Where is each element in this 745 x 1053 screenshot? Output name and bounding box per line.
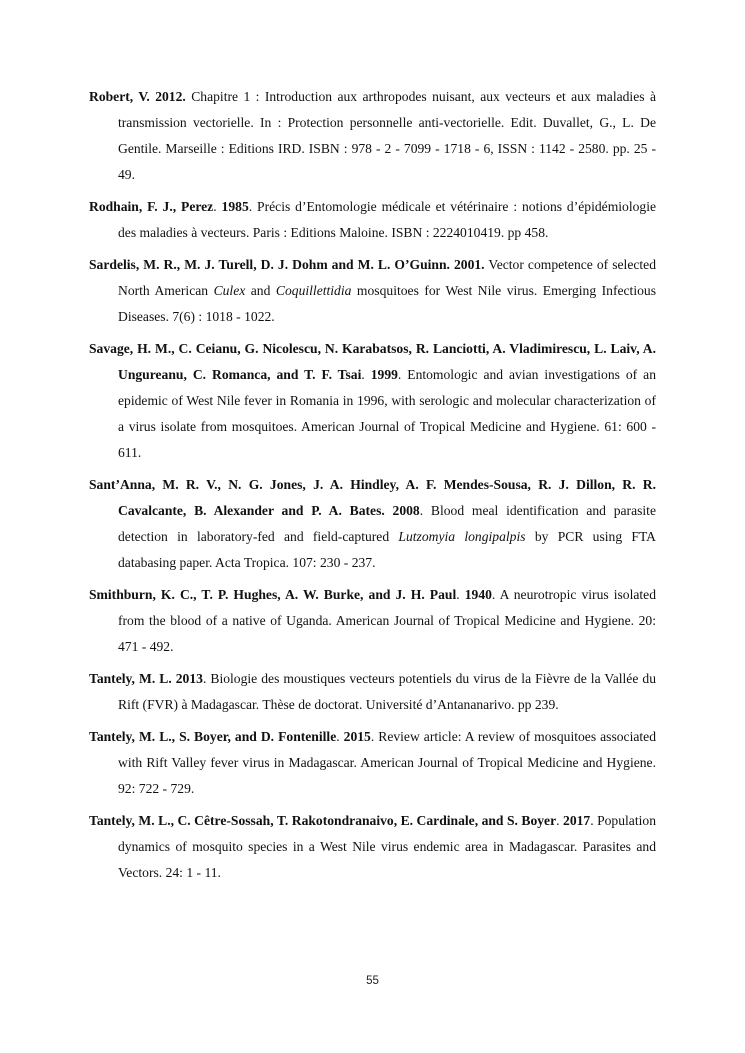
reference-authors: Tantely, M. L. 2013 xyxy=(89,671,203,686)
reference-year: 2015 xyxy=(343,729,371,744)
reference-authors: Sant’Anna, M. R. V., N. G. Jones, J. A. Hindley, A. F. Mendes-Sousa, R. J. Dillon, R. R. Cavalcante, B. Alexander and P. A. Bates. 2008 xyxy=(89,477,656,518)
reference-entry-tantely-2013 xyxy=(89,666,656,718)
reference-details: Vector competence of selected North American xyxy=(118,257,656,298)
reference-details: . A neurotropic virus isolated from the blood of a native of Uganda. American Journal of Tropical Medicine and Hygiene. 20: 471 - 492. xyxy=(118,587,657,654)
reference-authors: Robert, V. 2012. xyxy=(89,89,186,104)
reference-taxon: Culex xyxy=(213,283,246,298)
reference-taxon: Lutzomyia longipalpis xyxy=(398,529,526,544)
reference-details: . Review article: A review of mosquitoes associated with Rift Valley fever virus in Madagascar. American Journal of Tropical Medicine and Hygiene. 92: 722 - 729. xyxy=(118,729,656,796)
reference-taxon: Coquillettidia xyxy=(275,283,352,298)
reference-separator: . xyxy=(556,813,564,828)
reference-year: 2017 xyxy=(563,813,591,828)
reference-details: . Entomologic and avian investigations of an epidemic of West Nile fever in Romania in 1996, with serologic and molecular characterization of a virus isolate from mosquitoes. American Journal of Tropical Medicine and Hygiene. 61: 600 - 611. xyxy=(118,367,656,460)
reference-details: and xyxy=(245,283,276,298)
reference-entry-robert-2012 xyxy=(89,84,656,188)
reference-details: Chapitre 1 : Introduction aux arthropodes nuisant, aux vecteurs et aux maladies à transmission vectorielle. In : Protection personnelle anti-vectorielle. Edit. Duvallet, G., L. De Gentile. Marseille : Editions IRD. ISBN : 978 - 2 - 7099 - 1718 - 6, ISSN : 1142 - 2580. pp. 25 - 49. xyxy=(118,89,656,182)
reference-details: . Population dynamics of mosquito species in a West Nile virus endemic area in Madagascar. Parasites and Vectors. 24: 1 - 11. xyxy=(118,813,656,880)
reference-authors: Tantely, M. L., C. Cêtre-Sossah, T. Rakotondranaivo, E. Cardinale, and S. Boyer xyxy=(89,813,557,828)
reference-entry-tantely-2015 xyxy=(89,724,656,802)
reference-details: . Blood meal identification and parasite detection in laboratory-fed and field-captured xyxy=(118,503,656,544)
reference-authors: Rodhain, F. J., Perez xyxy=(89,199,214,214)
reference-authors: Savage, H. M., C. Ceianu, G. Nicolescu, N. Karabatsos, R. Lanciotti, A. Vladimirescu, L. Laiv, A. Ungureanu, C. Romanca, and T. F. Tsai xyxy=(89,341,656,382)
reference-separator: . xyxy=(336,729,344,744)
reference-entry-rodhain-1985 xyxy=(89,194,656,246)
reference-list xyxy=(89,84,656,892)
reference-entry-santanna-2008 xyxy=(89,472,656,576)
reference-authors: Tantely, M. L., S. Boyer, and D. Fontenille xyxy=(89,729,337,744)
reference-details: . Biologie des moustiques vecteurs potentiels du virus de la Fièvre de la Vallée du Rift (FVR) à Madagascar. Thèse de doctorat. Université d’Antananarivo. pp 239. xyxy=(118,671,656,712)
reference-separator: . xyxy=(361,367,371,382)
reference-year: 1940 xyxy=(464,587,492,602)
page-number: 55 xyxy=(366,975,379,987)
reference-details: . Précis d’Entomologie médicale et vétérinaire : notions d’épidémiologie des maladies à vecteurs. Paris : Editions Maloine. ISBN : 2224010419. pp 458. xyxy=(118,199,657,240)
reference-entry-sardelis-2001 xyxy=(89,252,656,330)
reference-separator: . xyxy=(213,199,222,214)
reference-details: by PCR using FTA databasing paper. Acta Tropica. 107: 230 - 237. xyxy=(118,529,656,570)
reference-year: 1985 xyxy=(221,199,249,214)
reference-authors: Sardelis, M. R., M. J. Turell, D. J. Dohm and M. L. O’Guinn. 2001. xyxy=(89,257,485,272)
reference-separator: . xyxy=(456,587,465,602)
reference-details: mosquitoes for West Nile virus. Emerging Infectious Diseases. 7(6) : 1018 - 1022. xyxy=(118,283,656,324)
reference-authors: Smithburn, K. C., T. P. Hughes, A. W. Burke, and J. H. Paul xyxy=(89,587,457,602)
reference-year: 1999 xyxy=(370,367,398,382)
reference-entry-smithburn-1940 xyxy=(89,582,656,660)
reference-entry-savage-1999 xyxy=(89,336,656,466)
reference-entry-tantely-2017 xyxy=(89,808,656,886)
